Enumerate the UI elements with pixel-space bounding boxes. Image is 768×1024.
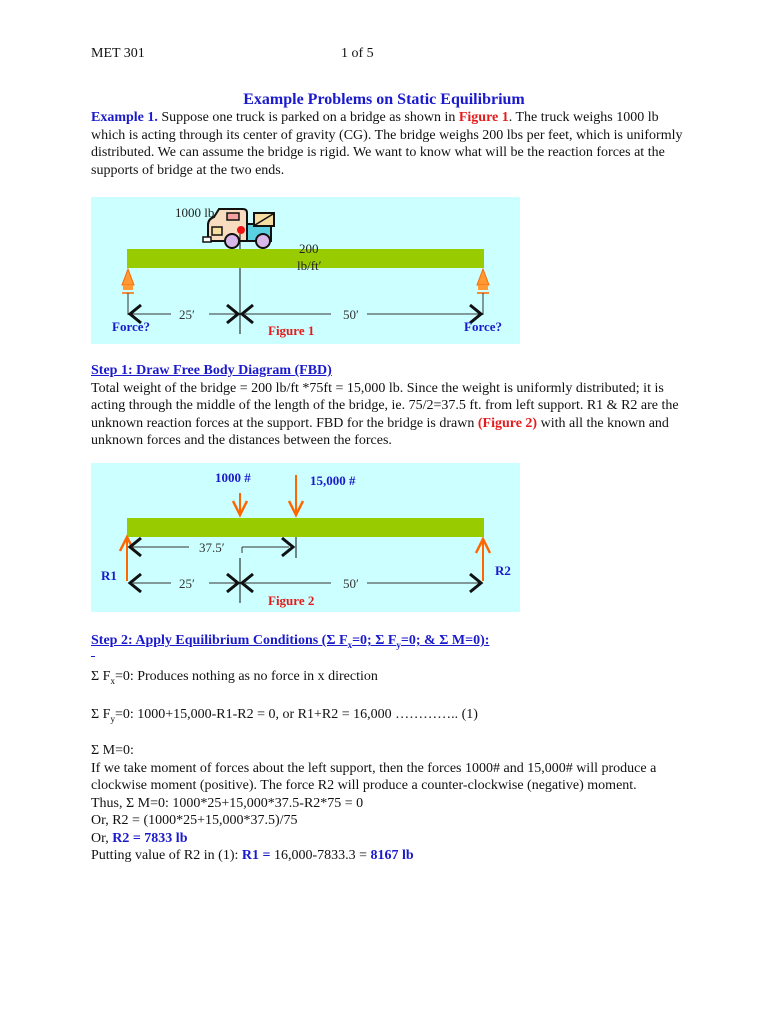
r2-result-line: Or, R2 = 7833 lb [91, 830, 188, 846]
truck-load-label: 1000 lb [175, 205, 215, 220]
r1-result: 8167 lb [370, 848, 414, 863]
dim-50ft-fbd: 50′ [343, 576, 359, 591]
page-title: Example Problems on Static Equilibrium [243, 91, 525, 108]
reaction-arrow-r2-icon [476, 539, 490, 581]
load-15000-label: 15,000 # [310, 473, 356, 488]
right-force-unknown: Force? [464, 319, 503, 334]
moment-explanation: If we take moment of forces about the left support, then the forces 1000# and 15,000# will produce a clockwise moment (positive). The force R2 will produce a counter-clockwise (negative) moment. [91, 760, 657, 793]
sum-m-heading: Σ M=0: [91, 743, 134, 758]
figure-2 [91, 463, 520, 612]
fbd-arrows-and-dimensions [91, 463, 520, 612]
figure2-reference: (Figure 2) [477, 415, 538, 431]
step1-heading: Step 1: Draw Free Body Diagram (FBD) [91, 363, 332, 378]
r1-label: R1 [101, 568, 117, 583]
dim-37-5ft: 37.5′ [199, 540, 225, 555]
dim-25ft: 25′ [179, 307, 195, 322]
figure2-caption: Figure 2 [268, 593, 315, 608]
example1-label: Example 1. [91, 110, 158, 125]
r2-formula: Or, R2 = (1000*25+15,000*37.5)/75 [91, 813, 298, 828]
load-arrow-1000-icon [233, 493, 247, 515]
load-arrow-15000-icon [289, 475, 303, 515]
right-support-icon [477, 269, 489, 315]
r2-label: R2 [495, 563, 511, 578]
distributed-load-value: 200 [299, 241, 319, 256]
figure1-reference: Figure 1 [458, 110, 509, 125]
step1-section [91, 362, 691, 450]
step1-paragraph: Total weight of the bridge = 200 lb/ft *75ft = 15,000 lb. Since the weight is uniformly distributed; it is acting through the middle of the length of the bridge, ie. 75/2=37.5 ft. from left support. R1 & R2 are the unknown reaction forces at the support. FBD for the bridge is drawn (Figure 2) with all the known and unknown forces and the distances between the forces. [91, 380, 679, 448]
page-number: 1 of 5 [341, 46, 374, 61]
example1-paragraph: Example 1. Suppose one truck is parked on a bridge as shown in Figure 1. The truck weighs 1000 lb which is acting through its center of gravity (CG). The bridge weighs 200 lbs per feet, which is uniformly distributed. We can assume the bridge is rigid. We want to know what will be the reaction forces at the supports of bridge at the two ends. [91, 110, 683, 178]
r1-result-line: Putting value of R2 in (1): R1 = 16,000-7833.3 = 8167 lb [91, 848, 414, 863]
dim-50ft: 50′ [343, 307, 359, 322]
step2-heading: Step 2: Apply Equilibrium Conditions (Σ $F_x=0$; Σ $F_y=0$; & Σ M=0): [91, 633, 490, 650]
moment-equation: Thus, Σ M=0: 1000*25+15,000*37.5-R2*75 = 0 [91, 795, 364, 811]
moment-section [91, 742, 691, 865]
distributed-load-unit: lb/ft′ [297, 258, 322, 273]
left-force-unknown: Force? [112, 319, 151, 334]
underline-fragment [91, 656, 95, 657]
supports-and-dimensions [91, 197, 520, 344]
sum-fx-line: Σ $F_x=0$: Produces nothing as no force in x direction [91, 669, 378, 686]
load-1000-label: 1000 # [215, 470, 251, 485]
r2-result: R2 = 7833 lb [112, 830, 188, 846]
sum-fy-line: Σ $F_y=0$: 1000+15,000-R1-R2 = 0, or R1+R2 = 16,000 ………….. (1) [91, 707, 478, 724]
figure1-caption: Figure 1 [268, 323, 315, 338]
figure-1 [91, 197, 520, 344]
left-support-icon [122, 269, 134, 315]
dim-25ft-fbd: 25′ [179, 576, 195, 591]
course-code: MET 301 [91, 46, 145, 61]
